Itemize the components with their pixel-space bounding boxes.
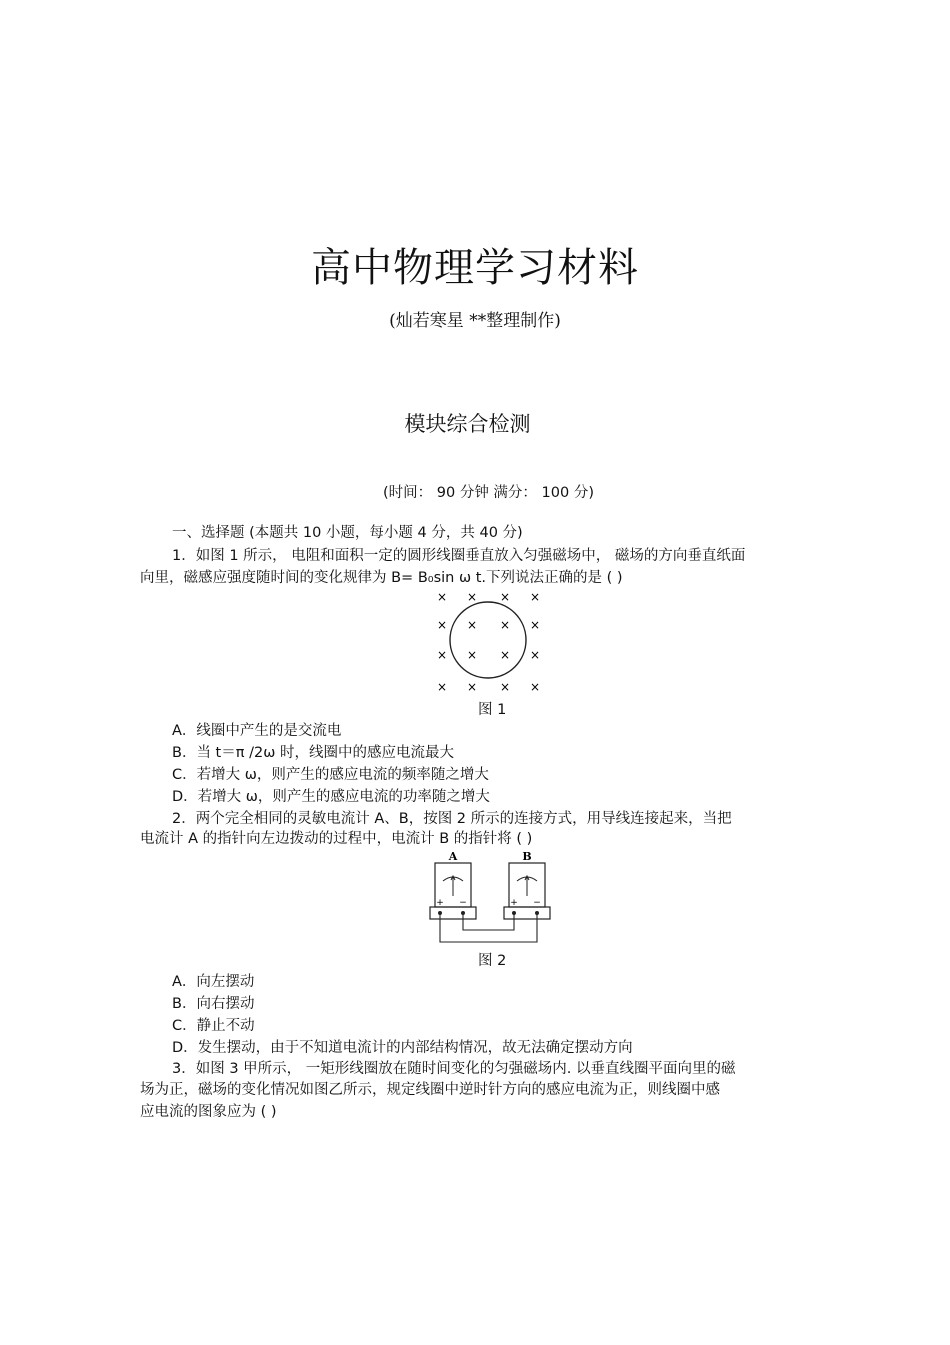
field-mark: × bbox=[436, 648, 448, 662]
section-heading: 一、选择题 (本题共 10 小题，每小题 4 分，共 40 分) bbox=[172, 525, 523, 541]
q1-option-b: B．当 t＝π /2ω 时，线圈中的感应电流最大 bbox=[172, 745, 454, 761]
q1-line1: 1．如图 1 所示， 电阻和面积一定的圆形线圈垂直放入匀强磁场中， 磁场的方向垂直纸面 bbox=[172, 548, 746, 564]
field-mark: × bbox=[466, 680, 478, 694]
wire-inner bbox=[463, 913, 514, 930]
meter-b-plus: + bbox=[510, 898, 518, 908]
q2-line2: 电流计 A 的指针向左边拨动的过程中，电流计 B 的指针将 ( ) bbox=[140, 831, 533, 847]
q1-option-d: D．若增大 ω，则产生的感应电流的功率随之增大 bbox=[172, 789, 490, 805]
field-mark: × bbox=[436, 618, 448, 632]
field-mark: × bbox=[529, 680, 541, 694]
field-mark: × bbox=[499, 618, 511, 632]
q3-line1: 3．如图 3 甲所示， 一矩形线圈放在随时间变化的匀强磁场内. 以垂直线圈平面向里的磁 bbox=[172, 1061, 736, 1077]
q1-option-c: C．若增大 ω，则产生的感应电流的频率随之增大 bbox=[172, 767, 489, 783]
figure-1-caption: 图 1 bbox=[478, 702, 507, 718]
exam-info: (时间： 90 分钟 满分： 100 分) bbox=[383, 485, 594, 501]
field-mark: × bbox=[436, 590, 448, 604]
field-mark: × bbox=[529, 648, 541, 662]
q3-line2: 场为正，磁场的变化情况如图乙所示，规定线圈中逆时针方向的感应电流为正，则线圈中感 bbox=[140, 1082, 720, 1098]
field-mark: × bbox=[499, 590, 511, 604]
figure-1-magnetic-field bbox=[430, 588, 550, 696]
field-mark: × bbox=[466, 590, 478, 604]
q2-option-d: D．发生摆动，由于不知道电流计的内部结构情况，故无法确定摆动方向 bbox=[172, 1040, 633, 1056]
q2-line1: 2．两个完全相同的灵敏电流计 A、B，按图 2 所示的连接方式，用导线连接起来，当把 bbox=[172, 811, 732, 827]
q1-line2: 向里，磁感应强度随时间的变化规律为 B= B₀sin ω t.下列说法正确的是 ( ) bbox=[140, 570, 623, 586]
q3-line3: 应电流的图象应为 ( ) bbox=[140, 1104, 277, 1120]
wire-outer bbox=[440, 913, 537, 942]
meter-b-label: B bbox=[522, 850, 532, 863]
page-subtitle: (灿若寒星 **整理制作) bbox=[389, 311, 561, 331]
q1-option-a: A．线圈中产生的是交流电 bbox=[172, 723, 342, 739]
meter-a-label: A bbox=[448, 850, 458, 863]
field-mark: × bbox=[499, 680, 511, 694]
coil-circle bbox=[450, 602, 526, 678]
figure-2-galvanometers bbox=[425, 848, 555, 946]
figure-2-caption: 图 2 bbox=[478, 953, 507, 969]
field-mark: × bbox=[529, 618, 541, 632]
field-mark: × bbox=[436, 680, 448, 694]
q2-option-a: A．向左摆动 bbox=[172, 974, 255, 990]
field-mark: × bbox=[466, 648, 478, 662]
meter-a-minus: − bbox=[459, 898, 467, 908]
field-mark: × bbox=[499, 648, 511, 662]
meter-b-base bbox=[504, 907, 550, 919]
meter-a-base bbox=[430, 907, 476, 919]
meter-b-minus: − bbox=[533, 898, 541, 908]
field-mark: × bbox=[529, 590, 541, 604]
q2-option-b: B．向右摆动 bbox=[172, 996, 255, 1012]
meter-a-plus: + bbox=[436, 898, 444, 908]
module-title: 模块综合检测 bbox=[404, 412, 531, 436]
q2-option-c: C．静止不动 bbox=[172, 1018, 255, 1034]
field-mark: × bbox=[466, 618, 478, 632]
page-title: 高中物理学习材料 bbox=[311, 245, 639, 291]
